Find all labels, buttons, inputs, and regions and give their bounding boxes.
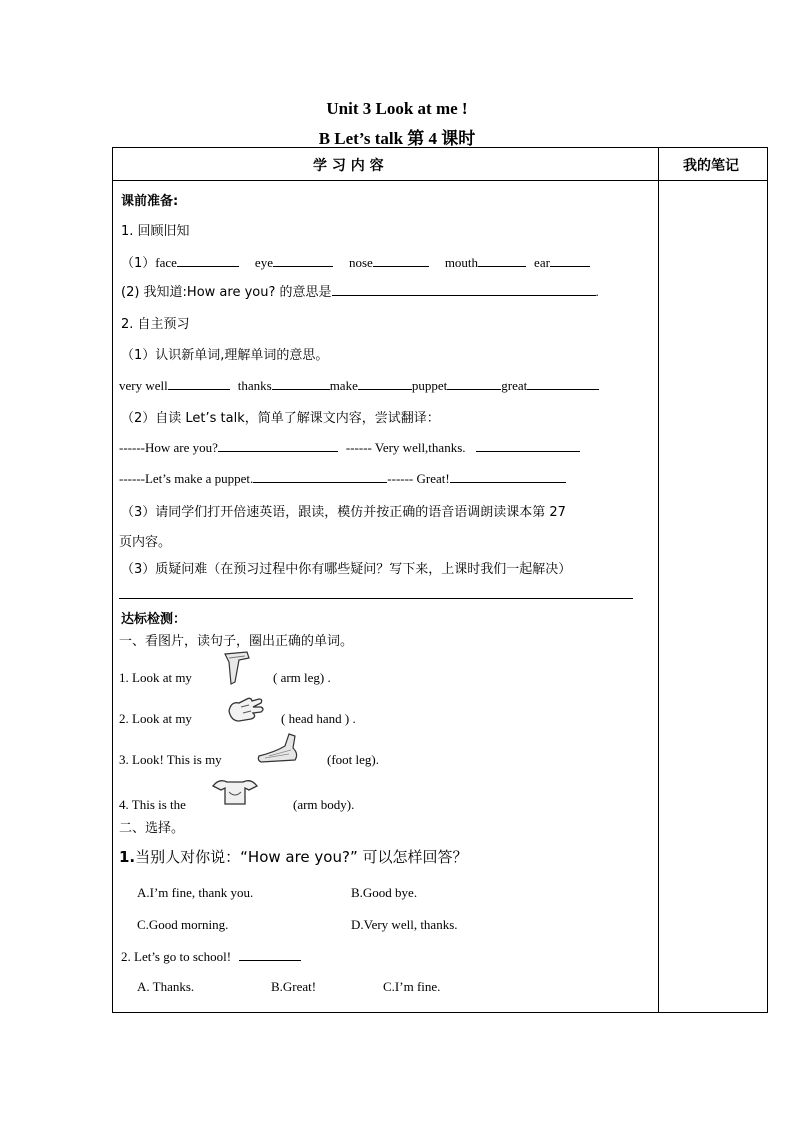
follow-read-instruction: （3）请同学们打开倍速英语，跟读，模仿并按正确的语音语调朗读课本第 27 (121, 505, 566, 520)
question-3-options: (foot leg). (327, 752, 379, 767)
choice-1-option-d: D.Very well, thanks. (351, 917, 458, 932)
question-3: 3. Look! This is my (119, 752, 222, 767)
question-2-options: ( head hand ) . (281, 711, 356, 726)
choice-question-1: 1.当别人对你说：“How are you?” 可以怎样回答？ (119, 848, 468, 866)
choice-question-2: 2. Let’s go to school! (121, 948, 301, 965)
new-words-instruction: （1）认识新单词,理解单词的意思。 (121, 348, 329, 363)
leg-icon (217, 650, 255, 690)
section-review: 1. 回顾旧知 (121, 224, 190, 239)
questions-instruction: （3）质疑问难（在预习过程中你有哪些疑问？写下来，上课时我们一起解决） (121, 562, 572, 577)
question-2: 2. Look at my (119, 711, 192, 726)
title-line-2: B Let’s talk 第 4 课时 (318, 129, 476, 148)
dialogue-line-2: ------Let’s make a puppet. ------ Great! (119, 470, 566, 487)
test-heading: 达标检测： (121, 612, 187, 627)
question-4-options: (arm body). (293, 797, 355, 812)
section-preview: 2. 自主预习 (121, 317, 190, 332)
follow-read-instruction-2: 页内容。 (119, 535, 172, 550)
header-notes: 我的笔记 (683, 158, 739, 174)
worksheet-table (112, 147, 768, 1013)
part2-instruction: 二、选择。 (119, 821, 185, 836)
new-words-row: very well thanks make puppet great (119, 377, 599, 394)
question-4: 4. This is the (119, 797, 186, 812)
review-words: （1）face eye nose mouth ear (121, 252, 590, 271)
choice-2-option-a: A. Thanks. (137, 979, 195, 994)
choice-2-option-b: B.Great! (271, 979, 317, 994)
meaning-question: (2) 我知道:How are you? 的意思是 . (121, 284, 599, 300)
column-divider (658, 148, 659, 1012)
questions-answer-line (119, 598, 633, 599)
title-line-1: Unit 3 Look at me ! (326, 99, 468, 118)
choice-1-option-c: C.Good morning. (137, 917, 229, 932)
part1-instruction: 一、看图片，读句子，圈出正确的单词。 (119, 634, 354, 649)
header-divider (113, 180, 767, 181)
header-content: 学 习 内 容 (313, 158, 384, 174)
choice-1-option-a: A.I’m fine, thank you. (137, 885, 254, 900)
prep-heading: 课前准备: (121, 194, 179, 209)
choice-2-option-c: C.I’m fine. (383, 979, 441, 994)
foot-icon (255, 732, 303, 766)
body-icon (209, 774, 261, 810)
hand-icon (225, 693, 267, 727)
dialogue-line-1: ------How are you? ------ Very well,thanks. (119, 439, 580, 456)
read-instruction: （2）自读 Let’s talk，简单了解课文内容，尝试翻译： (121, 411, 440, 426)
choice-1-option-b: B.Good bye. (351, 885, 418, 900)
question-1-options: ( arm leg) . (273, 670, 331, 685)
question-1: 1. Look at my (119, 670, 192, 685)
